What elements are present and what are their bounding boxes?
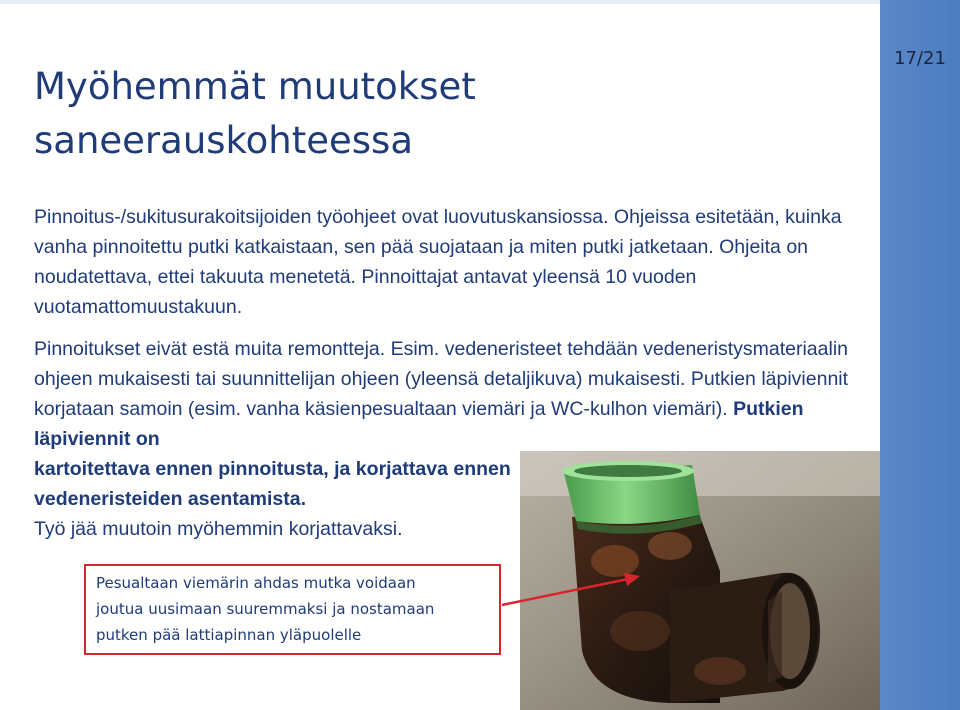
- paragraph-3: [34, 454, 524, 544]
- slide-title: [34, 60, 854, 168]
- paragraph-3-bold: kartoitettava ennen pinnoitusta, ja korjattava ennen vedeneristeiden asentamista.: [34, 458, 511, 510]
- paragraph-2-text: Pinnoitukset eivät estä muita remontteja. Esim. vedeneristeet tehdään vedeneristysmateriaalin ohjeen mukaisesti tai suunnittelijan ohjeen (yleensä detaljikuva) mukaisesti. Putkien läpiviennit korjataan samoin (esim. vanha käsienpesualtaan viemäri ja WC-kulhon viemäri).: [34, 338, 849, 420]
- callout-arrow-icon: [500, 565, 645, 635]
- callout-line-1: Pesualtaan viemärin ahdas mutka voidaan: [96, 574, 416, 592]
- side-bar: [880, 0, 960, 710]
- callout-box: [84, 564, 501, 655]
- callout-line-3: putken pää lattiapinnan yläpuolelle: [96, 626, 362, 644]
- page-number: 17/21: [894, 48, 946, 69]
- paragraph-3-text: Työ jää muutoin myöhemmin korjattavaksi.: [34, 518, 403, 540]
- callout-line-2: joutua uusimaan suuremmaksi ja nostamaan: [96, 600, 435, 618]
- title-line-2: saneerauskohteessa: [34, 119, 413, 162]
- top-rule: [0, 0, 960, 4]
- title-line-1: Myöhemmät muutokset: [34, 65, 476, 108]
- paragraph-2-bold: Putkien läpiviennit on: [34, 398, 804, 450]
- paragraph-1: Pinnoitus-/sukitusurakoitsijoiden työohjeet ovat luovutuskansiossa. Ohjeissa esitetään, kuinka vanha pinnoitettu putki katkaistaan, sen pää suojataan ja miten putki jatketaan. Ohjeita on noudatettava, ettei takuuta menetetä. Pinnoittajat antavat yleensä 10 vuoden vuotamattomuustakuun.: [34, 206, 842, 318]
- callout-text: [96, 570, 489, 648]
- paragraph-2: [34, 334, 874, 454]
